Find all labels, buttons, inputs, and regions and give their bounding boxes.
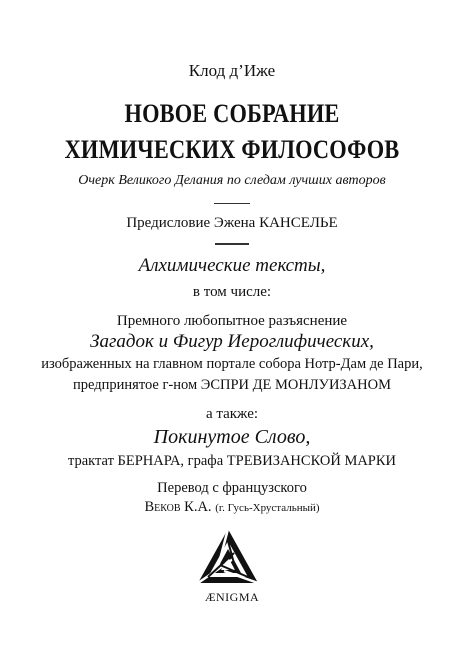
publisher-name: ÆNIGMA: [204, 590, 260, 604]
lost-word-title: Покинутое Слово,: [153, 426, 311, 448]
divider-rule-bold: [215, 243, 249, 245]
depicted-line: изображенных на главном портале собора Нотр-Дам де Пари,: [41, 356, 423, 372]
book-title-line-2: ХИМИЧЕСКИХ ФИЛОСОФОВ: [64, 135, 400, 164]
translator-name: Веков К.А.: [144, 499, 212, 515]
including-label: в том числе:: [192, 284, 272, 300]
divider-rule: [214, 203, 250, 204]
explanation-line: Премного любопытное разъяснение: [116, 313, 348, 329]
alchemical-texts-heading: Алхимические тексты,: [138, 255, 326, 276]
translation-credit: Перевод с французского: [157, 480, 307, 496]
translator-place: (г. Гусь-Хрустальный): [215, 502, 320, 514]
undertaken-line: предпринятое г-ном ЭСПРИ ДЕ МОНЛУИЗАНОМ: [72, 377, 391, 393]
triangle-knot-icon: [196, 527, 260, 585]
book-title-line-1: НОВОЕ СОБРАНИЕ: [124, 99, 340, 128]
riddles-title: Загадок и Фигур Иероглифических,: [90, 331, 374, 352]
preface-credit: Предисловие Эжена КАНСЕЛЬЕ: [126, 215, 338, 231]
also-label: а также:: [205, 406, 259, 422]
author-name: Клод д’Иже: [188, 61, 276, 80]
treatise-line: трактат БЕРНАРА, графа ТРЕВИЗАНСКОЙ МАРКИ: [67, 453, 397, 469]
book-subtitle: Очерк Великого Делания по следам лучших авторов: [78, 173, 386, 188]
translator-credit: [0, 500, 464, 515]
